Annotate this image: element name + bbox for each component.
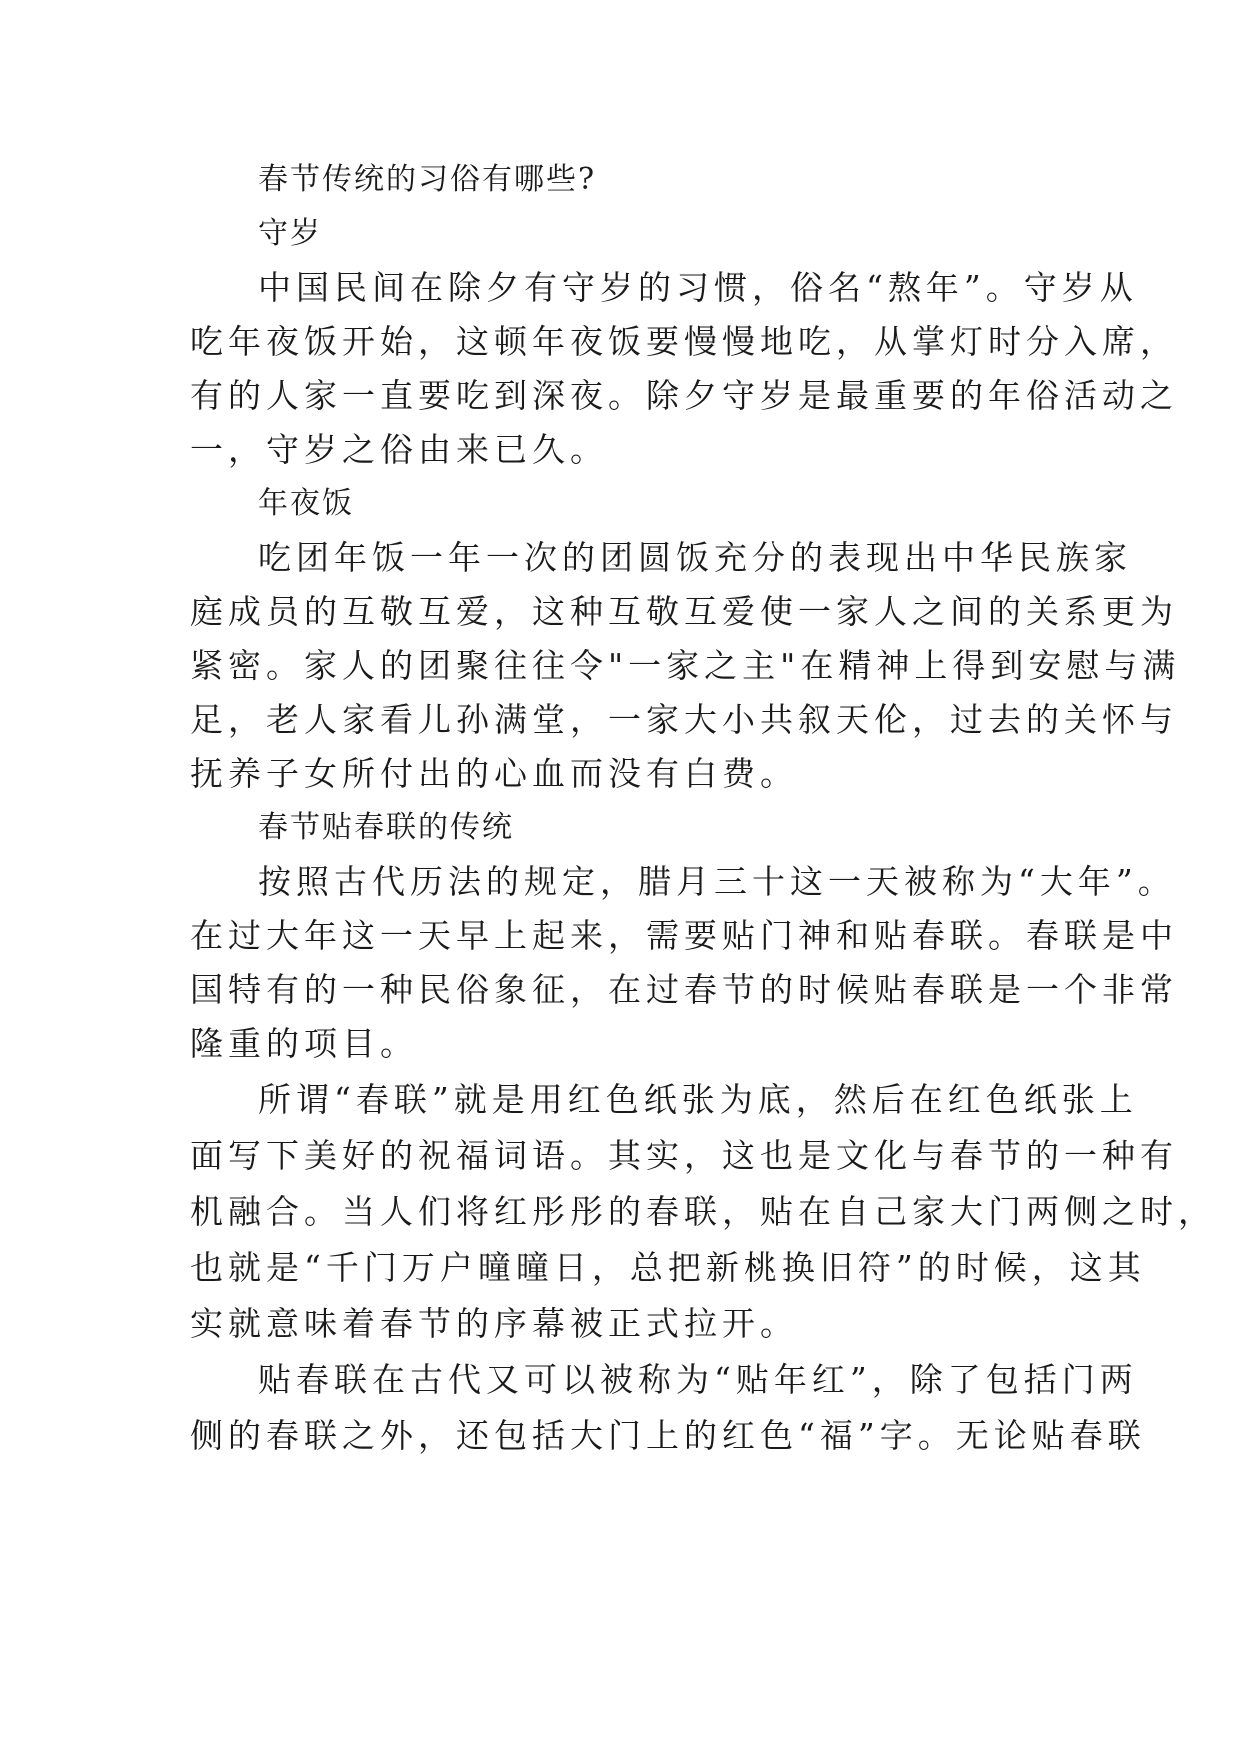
heading-nianyefan: 年夜饭 [258, 486, 354, 521]
paragraph-line: 机融合。当人们将红彤彤的春联，贴在自己家大门两侧之时， [190, 1192, 1216, 1231]
paragraph-line: 所谓“春联”就是用红色纸张为底，然后在红色纸张上 [258, 1080, 1138, 1119]
paragraph-line: 中国民间在除夕有守岁的习惯，俗名“熬年”。守岁从 [258, 268, 1138, 307]
paragraph-line: 按照古代历法的规定，腊月三十这一天被称为“大年”。 [258, 862, 1176, 901]
paragraph-line: 足，老人家看儿孙满堂，一家大小共叙天伦，过去的关怀与 [190, 700, 1178, 739]
paragraph-line: 有的人家一直要吃到深夜。除夕守岁是最重要的年俗活动之 [190, 376, 1178, 415]
paragraph-line: 吃年夜饭开始，这顿年夜饭要慢慢地吃，从掌灯时分入席， [190, 322, 1178, 361]
heading-shousui: 守岁 [258, 216, 322, 251]
paragraph-line: 实就意味着春节的序幕被正式拉开。 [190, 1304, 798, 1343]
paragraph-line: 抚养子女所付出的心血而没有白费。 [190, 754, 798, 793]
heading-customs-question: 春节传统的习俗有哪些? [258, 162, 597, 197]
paragraph-line: 一，守岁之俗由来已久。 [190, 430, 608, 469]
paragraph-line: 吃团年饭一年一次的团圆饭充分的表现出中华民族家 [258, 538, 1132, 577]
heading-chunlian: 春节贴春联的传统 [258, 810, 514, 845]
paragraph-line: 贴春联在古代又可以被称为“贴年红”，除了包括门两 [258, 1360, 1138, 1399]
paragraph-line: 国特有的一种民俗象征，在过春节的时候贴春联是一个非常 [190, 970, 1178, 1009]
paragraph-line: 面写下美好的祝福词语。其实，这也是文化与春节的一种有 [190, 1136, 1178, 1175]
paragraph-line: 隆重的项目。 [190, 1024, 418, 1063]
paragraph-line: 庭成员的互敬互爱，这种互敬互爱使一家人之间的关系更为 [190, 592, 1178, 631]
paragraph-line: 紧密。家人的团聚往往令"一家之主"在精神上得到安慰与满 [190, 646, 1181, 685]
paragraph-line: 也就是“千门万户曈曈日，总把新桃换旧符”的时候，这其 [190, 1248, 1146, 1287]
paragraph-line: 侧的春联之外，还包括大门上的红色“福”字。无论贴春联 [190, 1416, 1146, 1455]
paragraph-line: 在过大年这一天早上起来，需要贴门神和贴春联。春联是中 [190, 916, 1178, 955]
